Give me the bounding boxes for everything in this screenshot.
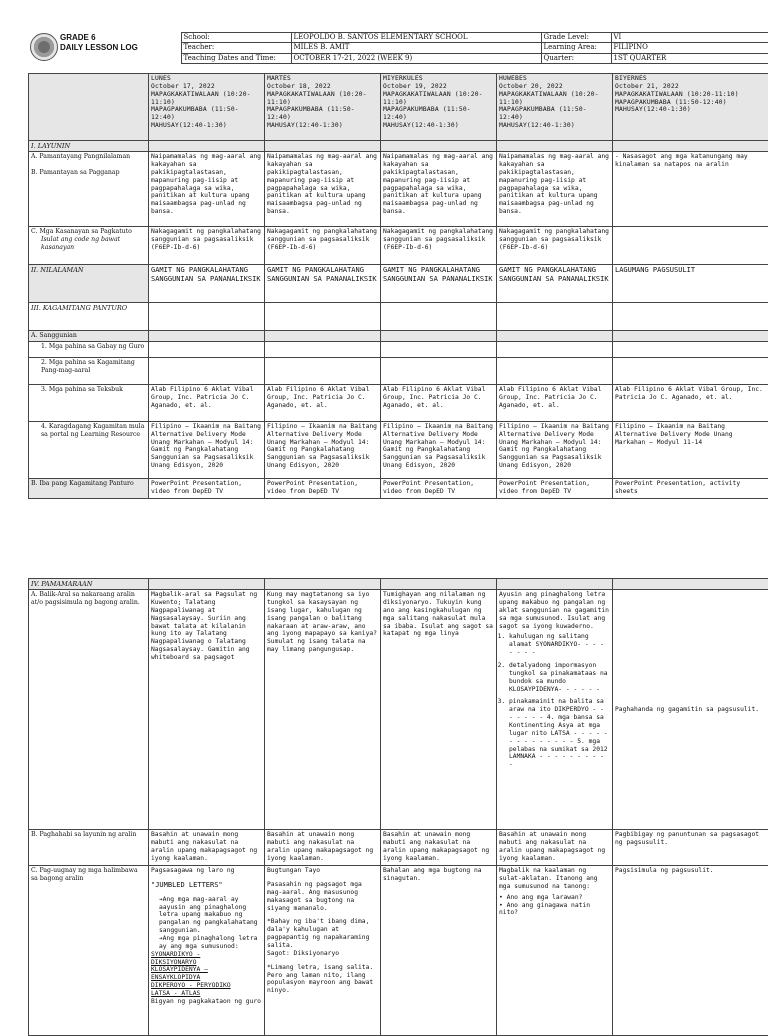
content-fri: LAGUMANG PAGSUSULIT (613, 265, 768, 303)
purpose-fri: Pagbibigay ng panuntunan sa pagsasagot ng pagsusulit. (613, 830, 768, 866)
examples-fri: Pagsisimula ng pagsusulit. (613, 866, 768, 1036)
textbook-tue: Alab Filipino 6 Aklat Vibal Group, Inc. Patricia Jo C. Aganado, et. al. (265, 384, 381, 421)
comp-fri (613, 227, 768, 265)
grade-level-label: Grade Level: (541, 33, 611, 43)
review-tue: Kung may magtatanong sa iyo tungkol sa kasaysayan ng isang lugar, kahulugan ng isang pangalan o balitang nakaraan at araw-araw, ano ang iyong mapapayo sa kaniya? Sumulat ng isang talata na may limang pangungusap. (265, 590, 381, 830)
area-label: Learning Area: (541, 43, 611, 53)
dates-value: OCTOBER 17-21, 2022 (WEEK 9) (291, 53, 541, 63)
review-mon: Magbalik-aral sa Pagsulat ng Kuwento; Talatang Nagpapaliwanag at Nagsasalaysay. Suriin ang bawat talata at kilalanin kung ito ay Talatang Nagpapaliwanag o Talatang Nagsasalaysay. Gamitin ang whiteboard sa pagsagot (149, 590, 265, 830)
review-item-1: 1. kahulugan ng salitang alamat SYONARDIKYO- - - - - - - - (509, 633, 610, 657)
day-tuesday: MARTES October 18, 2022 MAPAGKAKATIWALAAN (10:20-11:10) MAPAGPAKUMBABA (11:50-12:40) MAHUSAY(12:40-1:30) (265, 74, 381, 141)
purpose-thu: Basahin at unawain mong mabuti ang nakasulat na aralin upang makapagsagot ng iyong kaalaman. (497, 830, 613, 866)
content-tue: GAMIT NG PANGKALAHATANG SANGGUNIAN SA PANANALIKSIK (265, 265, 381, 303)
review-thu: Ayusin ang pinaghalong letra upang makabuo ng pangalan ng aklat sanggunian na gagamitin sa mga sumusunod. Isulat ang sagot sa iyong kuwaderno. 1. kahulugan ng salitang alamat SYONARDIKYO- - - - - - - - 2. detalyadong impormasyon tungkol sa pinakamataas na bundok sa mundo KLOSAYPIDENYA- - - - - - 3. pinakamainit na balita sa araw na ito DIKPERDYO - - - - - - - 4. mga bansa sa Kontinenting Asya at mga lugar nito LATSA - - - - - - - - - - - - - - 5. mga pelabas na sumikat sa 2012 LAMNAKA - - - - - - - - - - (497, 590, 613, 830)
label-lr-portal: 4. Karagdagang Kagamitan mula sa portal ng Learning Resource (29, 421, 149, 478)
review-fri: Paghahanda ng gagamitin sa pagsusulit. (613, 590, 768, 830)
examples-mon: Pagsasagawa ng laro ng "JUMBLED LETTERS" ➔ Ang mga mag-aaral ay aayusin ang pinaghalong letra upang makabuo ng pangalan ng pangkalahatang sanggunian. ➔ Ang mga pinaghalong letra ay ang mga sumusunod: SYONARDIKYO - DIKSIYONARYO KLOSAYPIDENYA – ENSAYKLOPIDYA DIKPEROYO - PERYODIKO LATSA - ATLAS Bigyan ng pagkakataon ng guro (149, 866, 265, 1036)
teacher-value: MILES B. AMIT (291, 43, 541, 53)
day-friday: BIYERNES October 21, 2022 MAPAGKAKATIWALAAN (10:20-11:10) MAPAGPAKUMBABA (11:50-12:40) MAHUSAY(12:40-1:30) (613, 74, 768, 141)
quarter-label: Quarter: (541, 53, 611, 63)
lr-fri: Filipino – Ikaanim na Baitang Alternative Delivery Mode Unang Markahan – Modyul 11-14 (613, 421, 768, 478)
dates-label: Teaching Dates and Time: (181, 53, 291, 63)
section-pamamaraan: IV. PAMAMARAAN (29, 579, 149, 590)
standards-wed: Naipamamalas ng mag-aaral ang kakayahan sa pakikipagtalastasan, mapanuring pag-iisip at pagpapahalaga sa wika, panitikan at kultura upang maisaambagsa pag-unlad ng bansa. (381, 152, 497, 227)
grade-title: GRADE 6 (60, 33, 179, 43)
other-tue: PowerPoint Presentation, video from DepED TV (265, 478, 381, 498)
label-review: A. Balik-Aral sa nakaraang aralin at/o pagsisimula ng bagong aralin. (29, 590, 149, 830)
textbook-mon: Alab Filipino 6 Aklat Vibal Group, Inc. Patricia Jo C. Aganado, et. al. (149, 384, 265, 421)
purpose-mon: Basahin at unawain mong mabuti ang nakasulat na aralin upang makapagsagot ng iyong kaalaman. (149, 830, 265, 866)
lr-mon: Filipino – Ikaanim na Baitang Alternative Delivery Mode Unang Markahan – Modyul 14: Gamit ng Pangkalahatang Sanggunian sa Pagsasaliksik Unang Edisyon, 2020 (149, 421, 265, 478)
review-item-3: 3. pinakamainit na balita sa araw na ito DIKPERDYO - - - - - - - 4. mga bansa sa Kontinenting Asya at mga lugar nito LATSA - - - - - - - - - - - - - - 5. mga pelabas na sumikat sa 2012 LAMNAKA - - - - - - - - - - (509, 698, 610, 769)
teacher-label: Teacher: (181, 43, 291, 53)
standards-fri: - Nasasagot ang mga katanungang may kinalaman sa natapos na aralin (613, 152, 768, 227)
standards-thu: Naipamamalas ng mag-aaral ang kakayahan sa pakikipagtalastasan, mapanuring pag-iisip at pagpapahalaga sa wika, panitikan at kultura upang maisaambagsa pag-unlad ng bansa. (497, 152, 613, 227)
label-student-pages: 2. Mga pahina sa Kagamitang Pang-mag-aaral (29, 357, 149, 384)
review-item-2: 2. detalyadong impormasyon tungkol sa pinakamataas na bundok sa mundo KLOSAYPIDENYA- - - - - - (509, 662, 610, 693)
purpose-wed: Basahin at unawain mong mabuti ang nakasulat na aralin upang makapagsagot ng iyong kaalaman. (381, 830, 497, 866)
label-examples: C. Pag-uugnay ng mga halimbawa sa bagong aralin (29, 866, 149, 1036)
examples-wed: Bahalan ang mga bugtong na sinagutan. (381, 866, 497, 1036)
label-guide-pages: 1. Mga pahina sa Gabay ng Guro (29, 341, 149, 357)
content-wed: GAMIT NG PANGKALAHATANG SANGGUNIAN SA PANANALIKSIK (381, 265, 497, 303)
standards-mon: Naipamamalas ng mag-aaral ang kakayahan sa pakikipagtalastasan, mapanuring pag-iisip at pagpapahalaga sa wika, panitikan at kultura upang maisaambagsa pag-unlad ng bansa. (149, 152, 265, 227)
day-wednesday: MIYERKULES October 19, 2022 MAPAGKAKATIWALAAN (10:20-11:10) MAPAGPAKUMBABA (11:50-12:40) MAHUSAY(12:40-1:30) (381, 74, 497, 141)
examples-tue: Bugtungan Tayo Pasasahin ng pagsagot mga mag-aaral. Ang masusunog makasagot sa bugtong na siyang mananalo. *Bahay ng iba't ibang dima, dala'y kahulugan at pagpapantig ng napakaraming salita. Sagot: Diksiyonaryo *Limang letra, isang salita. Pero ang laman nito, ilang populasyon mayroon ang bawat ninyo. (265, 866, 381, 1036)
school-value: LEOPOLDO B. SANTOS ELEMENTARY SCHOOL (291, 33, 541, 43)
section-kagamitan: III. KAGAMITANG PANTURO (29, 303, 149, 331)
comp-thu: Nakagagamit ng pangkalahatang sanggunian sa pagsasaliksik (F6EP-Ib-d-6) (497, 227, 613, 265)
purpose-tue: Basahin at unawain mong mabuti ang nakasulat na aralin upang makapagsagot ng iyong kaalaman. (265, 830, 381, 866)
deped-seal-icon (30, 33, 58, 61)
lesson-table-part1 (28, 73, 768, 499)
review-wed: Tumighayan ang nilalaman ng diksiyonaryo. Tukuyin kung ano ang kasingkahulugan ng mga salitang nakasulat mula sa ibaba. Isulat ang sagot sa katapat ng mga linya (381, 590, 497, 830)
grade-level-value: VI (611, 33, 768, 43)
other-thu: PowerPoint Presentation, video from DepED TV (497, 478, 613, 498)
standards-tue: Naipamamalas ng mag-aaral ang kakayahan sa pakikipagtalastasan, mapanuring pag-iisip at pagpapahalaga sa wika, panitikan at kultura upang maisaambagsa pag-unlad ng bansa. (265, 152, 381, 227)
corner-cell (29, 74, 149, 141)
lr-wed: Filipino – Ikaanim na Baitang Alternative Delivery Mode Unang Markahan – Modyul 14: Gamit ng Pangkalahatang Sanggunian sa Pagsasaliksik Unang Edisyon, 2020 (381, 421, 497, 478)
header-title-block (58, 33, 181, 64)
comp-wed: Nakagagamit ng pangkalahatang sanggunian sa pagsasaliksik (F6EP-Ib-d-6) (381, 227, 497, 265)
comp-mon: Nakagagamit ng pangkalahatang sanggunian sa pagsasaliksik (F6EP-Ib-d-6) (149, 227, 265, 265)
lesson-table-part2 (28, 578, 768, 1036)
comp-tue: Nakagagamit ng pangkalahatang sanggunian sa pagsasaliksik (F6EP-Ib-d-6) (265, 227, 381, 265)
day-thursday: HUWEBES October 20, 2022 MAPAGKAKATIWALAAN (10:20-11:10) MAPAGPAKUMBABA (11:50-12:40) MAHUSAY(12:40-1:30) (497, 74, 613, 141)
content-mon: GAMIT NG PANGKALAHATANG SANGGUNIAN SA PANANALIKSIK (149, 265, 265, 303)
lr-tue: Filipino – Ikaanim na Baitang Alternative Delivery Mode Unang Markahan – Modyul 14: Gamit ng Pangkalahatang Sanggunian sa Pagsasaliksik Unang Edisyon, 2020 (265, 421, 381, 478)
other-wed: PowerPoint Presentation, video from DepED TV (381, 478, 497, 498)
other-mon: PowerPoint Presentation, video from DepED TV (149, 478, 265, 498)
label-sanggunian: A. Sanggunian (29, 331, 149, 342)
content-thu: GAMIT NG PANGKALAHATANG SANGGUNIAN SA PANANALIKSIK (497, 265, 613, 303)
section-nilalaman: II. NILALAMAN (29, 265, 149, 303)
label-textbook-pages: 3. Mga pahina sa Teksbuk (29, 384, 149, 421)
school-label: School: (181, 33, 291, 43)
textbook-fri: Alab Filipino 6 Aklat Vibal Group, Inc. Patricia Jo C. Aganado, et. al. (613, 384, 768, 421)
quarter-value: 1ST QUARTER (611, 53, 768, 63)
label-purpose: B. Paghahabi sa layunin ng aralin (29, 830, 149, 866)
day-monday: LUNES October 17, 2022 MAPAGKAKATIWALAAN (10:20-11:10) MAPAGPAKUMBABA (11:50-12:40) MAHUSAY(12:40-1:30) (149, 74, 265, 141)
label-competencies: C. Mga Kasanayan sa Pagkatuto Isulat ang code ng bawat kasanayan (29, 227, 149, 265)
textbook-wed: Alab Filipino 6 Aklat Vibal Group, Inc. Patricia Jo C. Aganado, et. al. (381, 384, 497, 421)
lr-thu: Filipino – Ikaanim na Baitang Alternative Delivery Mode Unang Markahan – Modyul 14: Gamit ng Pangkalahatang Sanggunian sa Pagsasaliksik Unang Edisyon, 2020 (497, 421, 613, 478)
area-value: FILIPINO (611, 43, 768, 53)
textbook-thu: Alab Filipino 6 Aklat Vibal Group, Inc. Patricia Jo C. Aganado, et. al. (497, 384, 613, 421)
examples-thu: Magbalik na kaalaman ng sulat-aklatan. Itanong ang mga sumusunod na tanong: • Ano ang mga larawan? • Ano ang ginagawa natin nito? (497, 866, 613, 1036)
school-seal (28, 33, 58, 64)
other-fri: PowerPoint Presentation, activity sheets (613, 478, 768, 498)
label-other-materials: B. Iba pang Kagamitang Panturo (29, 478, 149, 498)
header-table (28, 32, 768, 64)
log-title: DAILY LESSON LOG (60, 43, 179, 53)
label-standards: A. Pamantayang Pangnilalaman B. Pamantayan sa Pagganap (29, 152, 149, 227)
section-layunin: I. LAYUNIN (29, 141, 149, 152)
